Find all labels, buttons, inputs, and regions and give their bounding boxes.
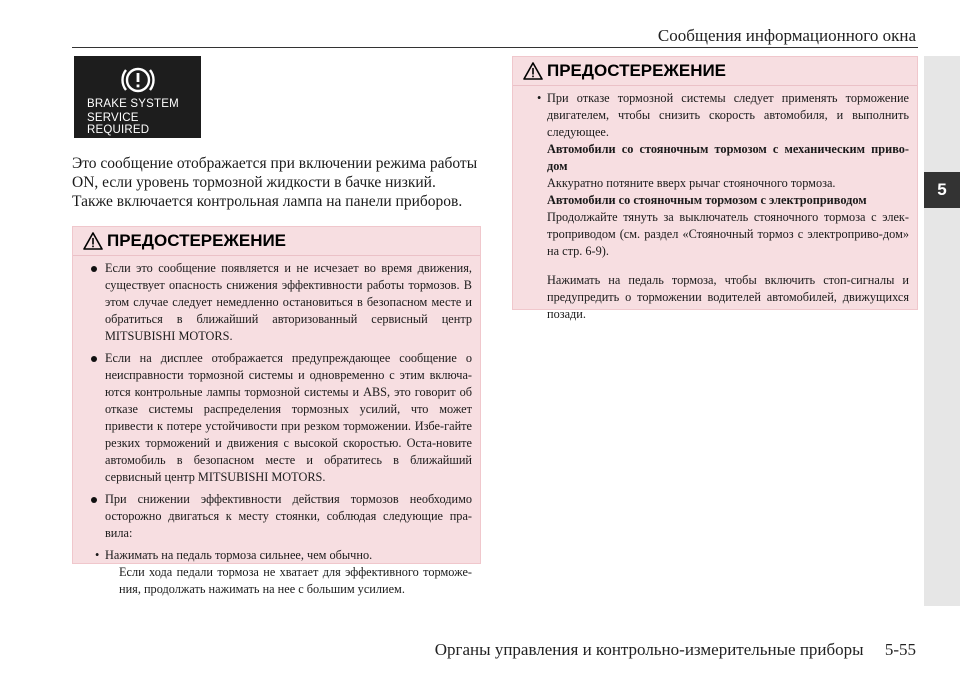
warning-title: ПРЕДОСТЕРЕЖЕНИЕ (107, 231, 287, 250)
warning-body (513, 86, 917, 329)
warning-triangle-icon (523, 62, 543, 80)
mechanical-brake-heading: Автомобили со стояночным тормозом с механическим приво-дом (547, 142, 909, 173)
warning-header (513, 57, 917, 86)
warning-body (73, 256, 480, 604)
warning-header (73, 227, 480, 256)
warning-sub-item-continued: Если хода педали тормоза не хватает для эффективного торможе-ния, продолжать нажимать на нее с большим усилием. (119, 565, 472, 596)
warning-triangle-icon (83, 232, 103, 250)
warning-bullet: Если на дисплее отображается предупреждающее сообщение о неисправности тормозной системы и одновременно с этим включа-ются контрольные лампы тормозной системы и ABS, это говорит об отказе системы распределения тормозных усилий, что может привести к потере устойчивости при резком торможении. Избе-гайте резких торможений и движения с высокой скоростью. Оста-новите автомобиль в безопасном месте и обратитесь в ближайший сервисный центр MITSUBISHI MOTORS. (91, 350, 472, 486)
warning-box-left (72, 226, 481, 596)
page-header-title: Сообщения информационного окна (657, 26, 916, 45)
warning-box-right (512, 56, 918, 321)
warning-item: • При отказе тормозной системы следует применять торможение двигателем, чтобы снизить скорость автомобиля, и выполнить следующее. (537, 91, 909, 139)
intro-paragraph-2: Также включается контрольная лампа на панели приборов. (72, 193, 463, 210)
warning-title: ПРЕДОСТЕРЕЖЕНИЕ (547, 61, 727, 80)
brake-system-display (74, 56, 201, 138)
header-divider (72, 47, 918, 48)
mechanical-brake-text: Аккуратно потяните вверх рычаг стояночного тормоза. (547, 176, 836, 190)
intro-text (72, 154, 482, 211)
brake-pedal-text: Нажимать на педаль тормоза, чтобы включить стоп-сигналы и предупредить о торможении водителей автомобилей, движущихся позади. (547, 273, 909, 321)
warning-bullet: Если это сообщение появляется и не исчезает во время движения, существует опасность снижения эффективности работы тормозов. В этом случае следует немедленно остановиться в безопасном месте и обратиться в ближайший авторизованный сервисный центр MITSUBISHI MOTORS. (91, 260, 472, 345)
intro-paragraph-1: Это сообщение отображается при включении режима работы ON, если уровень тормозной жидкости в бачке низкий. (72, 155, 478, 191)
warning-bullet: При снижении эффективности действия тормозов необходимо осторожно двигаться к месту стоянки, соблюдая следующие пра-вила: (91, 491, 472, 542)
brake-warning-icon (118, 60, 158, 100)
page-footer: Органы управления и контрольно-измерительные приборы 5-55 (434, 640, 916, 659)
display-text-line-1: BRAKE SYSTEM (87, 98, 179, 110)
chapter-number: 5 (924, 172, 960, 208)
electric-brake-heading: Автомобили со стояночным тормозом с электроприводом (547, 193, 867, 207)
chapter-side-tab (924, 56, 960, 606)
display-text-line-2: SERVICE REQUIRED (87, 112, 150, 136)
electric-brake-text: Продолжайте тянуть за выключатель стояночного тормоза с элек-троприводом (см. раздел «Стояночный тормоз с электроприво-дом» на стр. 6-9). (547, 210, 909, 258)
warning-sub-item: • Нажимать на педаль тормоза сильнее, чем обычно. (95, 548, 373, 562)
